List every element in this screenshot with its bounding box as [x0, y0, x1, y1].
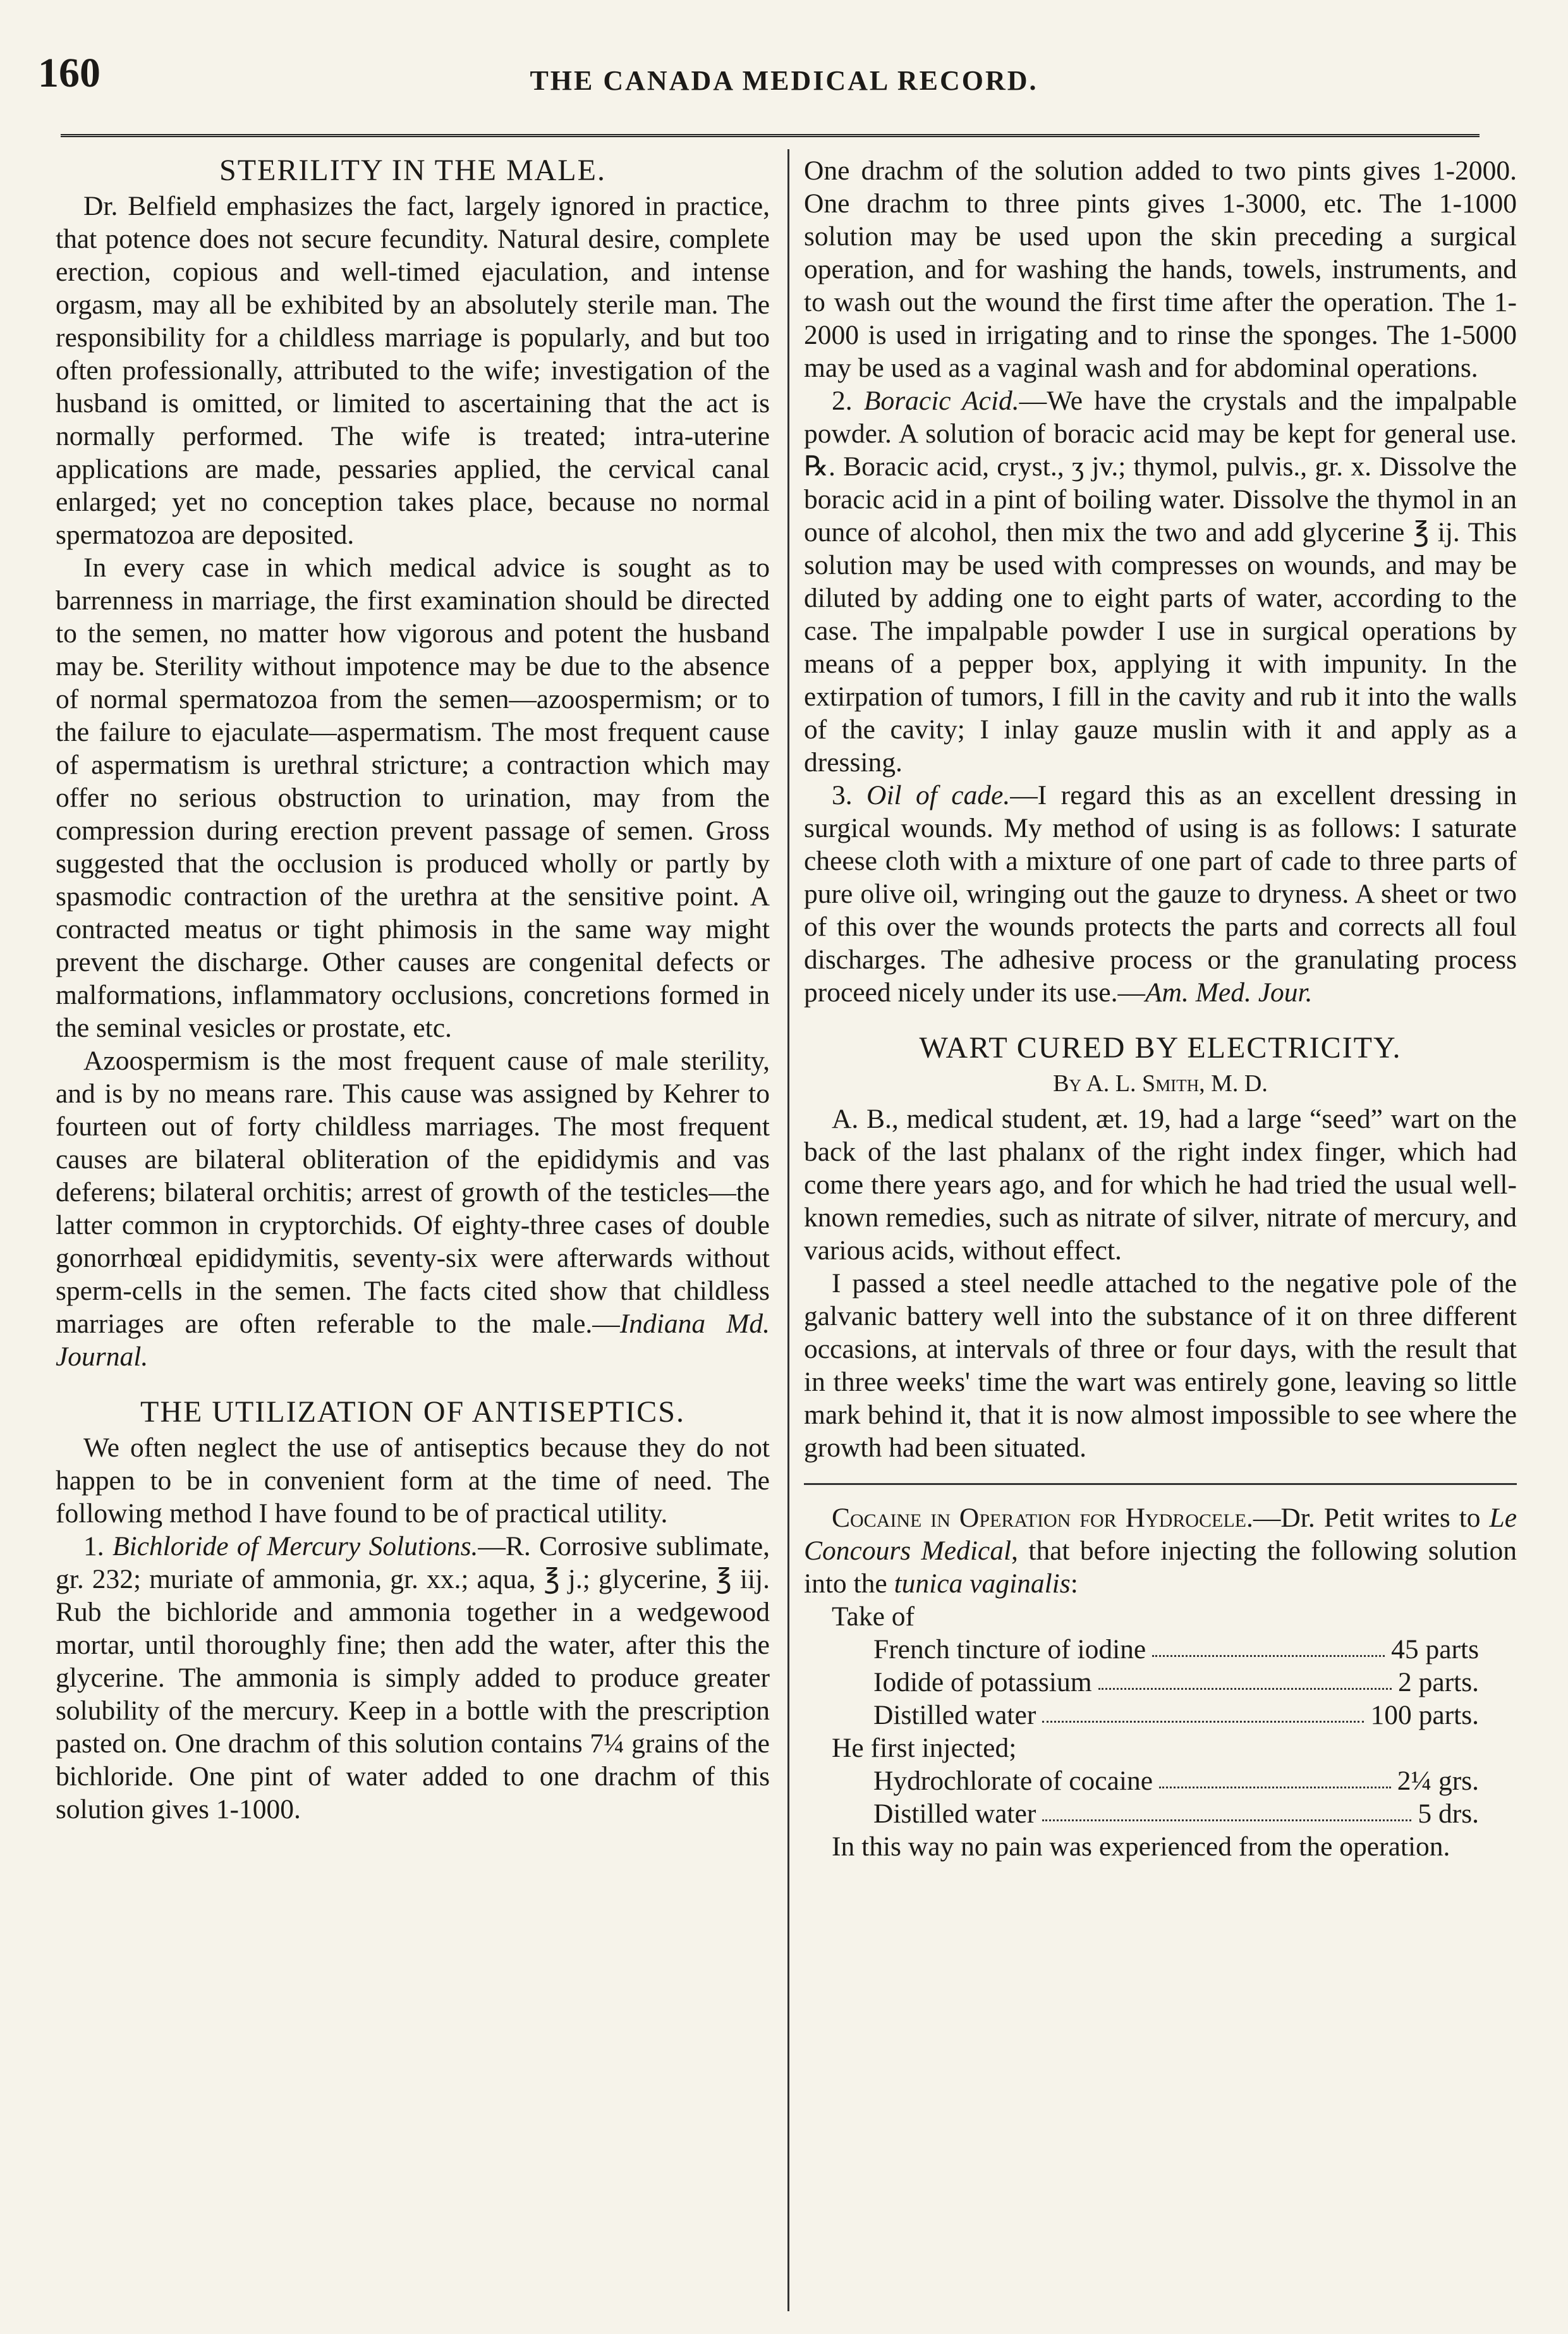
sterility-paragraph-3-text: Azoospermism is the most frequent cause of male sterility, and is by no means rare. This cause was assigned by Kehrer to fourteen out of forty childless marriages. The most frequent causes are bilateral obliteration of the epididymis and vas deferens; bilateral orchitis; arrest of growth of the testicles—the latter common in cryptorchids. Of eighty-three cases of double gonorrhœal epididymitis, seventy-six were afterwards without sperm-cells in the semen. The facts cited show that childless marriages are often referable to the male.—: [56, 1046, 770, 1339]
recipe-row: [873, 1699, 1479, 1732]
left-column: [56, 154, 770, 1826]
cocaine-tunica: tunica vaginalis: [894, 1568, 1071, 1599]
recipe-item: Hydrochlorate of cocaine: [873, 1766, 1153, 1796]
sterility-source: Indiana Md. Journal.: [56, 1309, 770, 1372]
item-1-text: —R. Corrosive sublimate, gr. 232; muriate of ammonia, gr. xx.; aqua, ℥ j.; glycerine, ℥ iij. Rub the bichloride and ammonia together in a wedgewood mortar, until thoroughly fine; then add the water, after this the glycerine. The ammonia is simply added to produce greater solubility of the mercury. Keep in a bottle with the prescription pasted on. One drachm of this solution contains 7¼ grains of the bichloride. One pint of water added to one drachm of this solution gives 1-1000.: [56, 1531, 770, 1824]
page-number: 160: [38, 50, 100, 96]
recipe-item: Distilled water: [873, 1700, 1036, 1730]
recipe-dots: [1159, 1764, 1391, 1788]
antiseptics-item-1: [56, 1530, 770, 1826]
recipe-dots: [1152, 1633, 1385, 1657]
recipe-take-of: Take of: [832, 1601, 915, 1632]
recipe-row: [873, 1797, 1479, 1830]
cocaine-intro: [804, 1501, 1517, 1600]
section-rule: [804, 1483, 1517, 1485]
column-divider: [787, 149, 789, 2311]
recipe-row: [873, 1666, 1479, 1699]
item-2-text: —We have the crystals and the impalpable powder. A solution of boracic acid may be kept for general use. ℞. Boracic acid, cryst., ʒ jv.; thymol, pulvis., gr. x. Dissolve the boracic acid in a pint of boiling water. Dissolve the thymol in an ounce of alcohol, then mix the two and add glycerine ℥ ij. This solution may be used with compresses on wounds, and may be diluted by adding one to eight parts of water, according to the case. The impalpable powder I use in surgical operations by means of a pepper box, applying it with impunity. In the extirpation of tumors, I fill in the cavity and rub it into the walls of the cavity; I inlay gauze muslin with it and apply as a dressing.: [804, 386, 1517, 778]
recipe-2: [804, 1764, 1517, 1830]
recipe-first-injected: He first injected;: [832, 1733, 1017, 1763]
recipe-row: [873, 1633, 1479, 1666]
recipe-row: [873, 1764, 1479, 1797]
recipe-amount: 2 parts.: [1397, 1667, 1479, 1697]
antiseptics-intro: We often neglect the use of antiseptics because they do not happen to be in convenient form at the time of need. The following method I have found to be of practical utility.: [56, 1433, 770, 1529]
recipe-amount: 100 parts.: [1370, 1700, 1479, 1730]
recipe-1: [804, 1633, 1517, 1732]
recipe-dots: [1042, 1797, 1411, 1821]
cocaine-title: Cocaine in Operation for Hydrocele.: [832, 1503, 1253, 1533]
recipe-item: French tincture of iodine: [873, 1634, 1146, 1665]
header-rule: [61, 134, 1480, 141]
item-1-number: 1.: [83, 1531, 104, 1561]
antiseptics-continuation: One drachm of the solution added to two pints gives 1-2000. One drachm to three pints gives 1-3000, etc. The 1-1000 solution may be used upon the skin preceding a surgical operation, and for washing the hands, towels, instruments, and to wash out the wound the first time after the operation. The 1-2000 is used in irrigating and to rinse the sponges. The 1-5000 may be used as a vaginal wash and for abdominal operations.: [804, 156, 1517, 383]
article-title-sterility: STERILITY IN THE MALE.: [219, 154, 606, 187]
antiseptics-item-3: [804, 779, 1517, 1009]
recipe-amount: 5 drs.: [1418, 1799, 1479, 1829]
cocaine-closing: In this way no pain was experienced from the operation.: [832, 1831, 1450, 1862]
item-3-name: Oil of cade.: [866, 780, 1011, 810]
article-title-wart: WART CURED BY ELECTRICITY.: [919, 1031, 1402, 1065]
article-title-antiseptics: THE UTILIZATION OF ANTISEPTICS.: [140, 1395, 685, 1429]
antiseptics-item-2: [804, 384, 1517, 779]
sterility-paragraph-2: In every case in which medical advice is sought as to barrenness in marriage, the first examination should be directed to the semen, no matter how vigorous and potent the husband may be. Sterility without impotence may be due to the absence of normal spermatozoa from the semen—azoospermism; or to the failure to ejaculate—aspermatism. The most frequent cause of aspermatism is urethral stricture; a contraction which may offer no serious obstruction to urination, may from the compression during erection prevent passage of semen. Gross suggested that the occlusion is produced wholly or partly by spasmodic contraction of the urethra at the sensitive point. A contracted meatus or tight phimosis in the same way might prevent the discharge. Other causes are congenital defects or malformations, inflammatory occlusions, concretions formed in the seminal vesicles or prostate, etc.: [56, 553, 770, 1043]
cocaine-intro-a: —Dr. Petit writes to: [1253, 1503, 1490, 1533]
item-3-text: —I regard this as an excellent dressing in surgical wounds. My method of using is as follows: I saturate cheese cloth with a mixture of one part of cade to three parts of pure olive oil, wringing out the gauze to dryness. A sheet or two of this over the wounds protects the parts and corrects all foul discharges. The adhesive process or the granulating process proceed nicely under its use.—: [804, 780, 1517, 1008]
item-2-name: Boracic Acid.: [863, 386, 1019, 416]
journal-title: THE CANADA MEDICAL RECORD.: [530, 65, 1038, 96]
recipe-dots: [1042, 1699, 1364, 1723]
recipe-amount: 45 parts: [1391, 1634, 1479, 1665]
cocaine-intro-c: :: [1070, 1568, 1078, 1599]
sterility-paragraph-3: [56, 1044, 770, 1373]
item-3-source: Am. Med. Jour.: [1145, 977, 1313, 1008]
right-column: [804, 154, 1517, 1863]
item-1-name: Bichloride of Mercury Solutions.: [112, 1531, 478, 1561]
cocaine-intro-b: , that before injecting the following solution into the: [804, 1536, 1517, 1599]
recipe-item: Iodide of potassium: [873, 1667, 1092, 1697]
wart-paragraph-2: I passed a steel needle attached to the negative pole of the galvanic battery well into the substance of it on three different occasions, at intervals of three or four days, with the result that in three weeks' time the wart was entirely gone, leaving so little mark behind it, that it is now almost impossible to see where the growth had been situated.: [804, 1268, 1517, 1463]
article-byline-wart: By A. L. Smith, M. D.: [1053, 1070, 1268, 1097]
item-3-number: 3.: [832, 780, 853, 810]
wart-paragraph-1: A. B., medical student, æt. 19, had a large “seed” wart on the back of the last phalanx of the right index finger, which had come there years ago, and for which he had tried the usual well-known remedies, such as nitrate of silver, nitrate of mercury, and various acids, without effect.: [804, 1104, 1517, 1266]
recipe-item: Distilled water: [873, 1799, 1036, 1829]
cocaine-journal: Le Concours Medical: [804, 1503, 1517, 1566]
recipe-dots: [1098, 1666, 1392, 1690]
recipe-amount: 2¼ grs.: [1397, 1766, 1479, 1796]
sterility-paragraph-1: Dr. Belfield emphasizes the fact, largely ignored in practice, that potence does not secure fecundity. Natural desire, complete erection, copious and well-timed ejaculation, and intense orgasm, may all be exhibited by an absolutely sterile man. The responsibility for a childless marriage is popularly, and but too often professionally, attributed to the wife; investigation of the husband is omitted, or limited to ascertaining that the act is normally performed. The wife is treated; intra-uterine applications are made, pessaries applied, the cervical canal enlarged; yet no conception takes place, because no normal spermatozoa are deposited.: [56, 191, 770, 550]
item-2-number: 2.: [832, 386, 853, 416]
